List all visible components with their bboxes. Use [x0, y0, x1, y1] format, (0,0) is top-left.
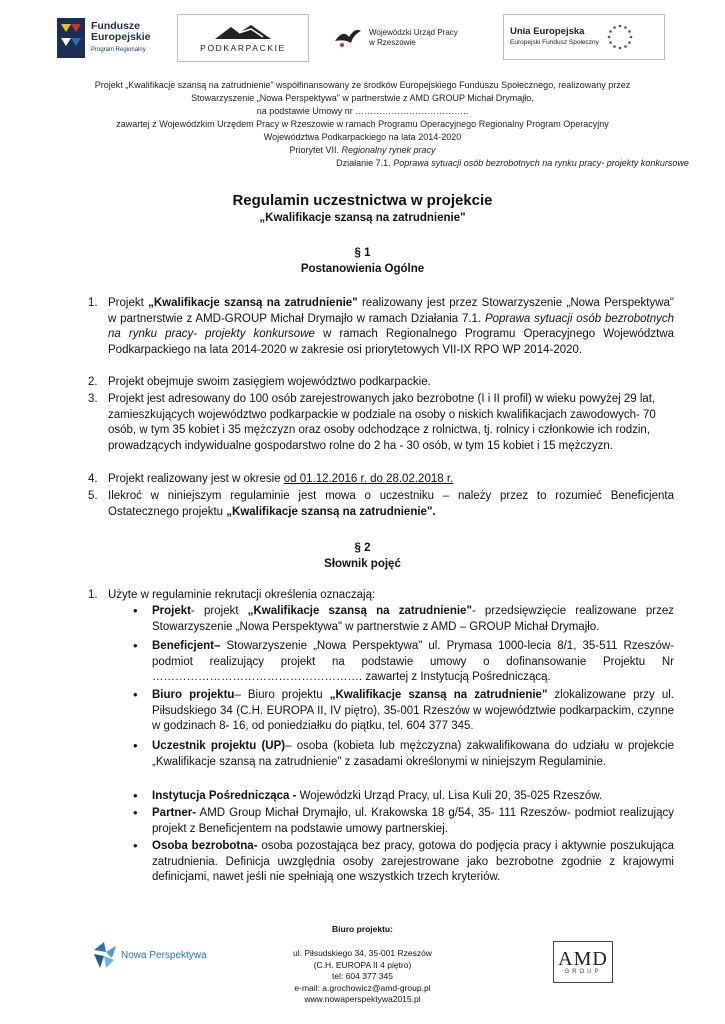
amd-group-text: GROUP — [564, 969, 602, 975]
wup-line2: w Rzeszowie — [369, 38, 416, 47]
nowa-perspektywa-icon — [92, 940, 118, 970]
footer-line-4: e-mail: a.grochowicz@amd-group.pl — [294, 982, 431, 993]
wup-bird-icon — [333, 23, 363, 53]
item-number: 1. — [88, 589, 98, 601]
header-logos — [0, 14, 725, 62]
fe-flag-icon — [57, 18, 85, 58]
fe-line2: Europejskie — [91, 30, 151, 43]
definition-item: Uczestnik projektu (UP)– osoba (kobieta lub mężczyzna) zakwalifikowana do udziału w projekcie „Kwalifikacje szansą na zatrudnienie" z zasadami określonymi w niniejszym Regulaminie. — [152, 740, 674, 768]
ue-sub: Europejski Fundusz Społeczny — [510, 39, 599, 46]
item-number: 5. — [88, 490, 98, 502]
definition-item: Biuro projektu– Biuro projektu „Kwalifikacje szansą na zatrudnienie" zlokalizowane przy ul. Piłsudskiego 34 (C.H. EUROPA II, IV piętro), 35-001 Rzeszów w województwie podkarpackim, czynne w godzinach 8- 16, od poniedziałku do piątku, tel. 604 377 345. — [152, 689, 674, 732]
header-line-6: Priorytet VII. Regionalny rynek pracy — [289, 145, 436, 155]
nowa-perspektywa-text: Nowa Perspektywa — [121, 949, 207, 961]
document-subtitle: „Kwalifikacje szansą na zatrudnienie" — [259, 212, 466, 224]
item-number: 3. — [88, 393, 98, 405]
fundusze-europejskie-logo — [57, 14, 169, 62]
section-2-title: Słownik pojęć — [324, 558, 401, 570]
definition-item: Partner- AMD Group Michał Drymajło, ul. Krakowska 18 g/54, 35- 111 Rzeszów- podmiot realizujący projekt z Beneficjentem na podstawie umowy partnerskiej. — [152, 807, 674, 835]
eu-stars-icon — [605, 22, 635, 52]
bullet: • — [133, 638, 138, 653]
ue-line1: Unia Europejska — [510, 26, 585, 37]
unia-europejska-logo — [503, 14, 665, 60]
section-1-title: Postanowienia Ogólne — [300, 263, 425, 275]
header-line-1: Projekt „Kwalifikacje szansą na zatrudnienie" współfinansowany ze środków Europejskiego Funduszu Społecznego, realizowany przez — [94, 80, 631, 90]
nowa-perspektywa-logo — [92, 940, 207, 970]
header-line-7: Działanie 7.1. Poprawa sytuacji osób bezrobotnych na rynku pracy- projekty konkursowe — [336, 158, 689, 168]
footer-line-2: (C.H. EUROPA II 4 piętro) — [313, 959, 412, 970]
podkarpackie-logo — [177, 14, 309, 62]
footer-line-3: tel: 604 377 345 — [332, 971, 393, 981]
item-number: 4. — [88, 473, 98, 485]
bullet: • — [133, 738, 138, 753]
wup-line1: Wojewódzki Urząd Pracy — [369, 28, 458, 37]
definition-item: Projekt- projekt „Kwalifikacje szansą na zatrudnienie"- przedsięwzięcie realizowane przez Stowarzyszenie „Nowa Perspektywa" w partnerstwie z AMD – GROUP Michał Drymajło. — [152, 605, 674, 633]
definition-item: Beneficjent– Stowarzyszenie „Nowa Perspektywa" ul. Prymasa 1000-lecia 8/1, 35-511 Rzeszów- podmiot realizujący projekt na podstawie umowy o dofinansowanie Projektu Nr ………………………………………………. zawartej z Instytucją Pośredniczącą. — [152, 640, 674, 683]
bullet: • — [133, 687, 138, 702]
podkarpackie-text: PODKARPACKIE — [200, 43, 286, 53]
list-item: Projekt obejmuje swoim zasięgiem województwo podkarpackie. — [108, 376, 431, 388]
header-line-5: Województwa Podkarpackiego na lata 2014-2020 — [263, 132, 462, 142]
bullet: • — [133, 603, 138, 618]
section-2-number: § 2 — [354, 542, 371, 554]
header-line-4: zawartej z Wojewódzkim Urzędem Pracy w Rzeszowie w ramach Programu Operacyjnego Regionalny Program Operacyjny — [116, 119, 609, 129]
bullet: • — [133, 805, 138, 820]
list-item: Projekt jest adresowany do 100 osób zarejestrowanych jako bezrobotne (I i II profil) w wieku powyżej 29 lat, zamieszkujących województwo podkarpackie w podziale na osoby o niskich kwalifikacjach zawodowych- 70 osób, w tym 35 kobiet i 35 mężczyzn oraz osoby odchodzące z rolnictwa, tj. rolnicy i członkowie ich rodzin, prowadzących indywidualne gospodarstwo rolne do 2 ha - 30 osób, w tym 15 kobiet i 15 mężczyzn. — [108, 393, 656, 452]
section-1-number: § 1 — [354, 247, 371, 259]
definition-item: Osoba bezrobotna- osoba pozostająca bez pracy, gotowa do podjęcia pracy i aktywnie poszukująca zatrudnienia. Definicja uwzględnia osoby zarejestrowane jako bezrobotne zgodnie z krajowymi definicjami, nawet jeśli nie spełniają one wszystkich trzech kryteriów. — [152, 840, 675, 883]
item-number: 2. — [88, 376, 98, 388]
footer-line-5: www.nowaperspektywa2015.pl — [304, 994, 421, 1004]
bullet: • — [133, 788, 138, 803]
list-item: Użyte w regulaminie rekrutacji określenia oznaczają: — [108, 589, 376, 601]
list-item: Projekt realizowany jest w okresie od 01.12.2016 r. do 28.02.2018 r. — [108, 473, 454, 485]
amd-text: AMD — [558, 948, 608, 970]
footer-line-1: ul. Piłsudskiego 34, 35-001 Rzeszów — [293, 948, 432, 958]
document-title: Regulamin uczestnictwa w projekcie — [232, 192, 493, 209]
amd-group-logo — [553, 941, 613, 983]
item-number: 1. — [88, 297, 98, 309]
definition-item: Instytucja Pośrednicząca - Wojewódzki Urząd Pracy, ul. Lisa Kuli 20, 35-025 Rzeszów. — [152, 790, 603, 802]
fe-line1: Fundusze — [91, 19, 140, 32]
list-item: Ilekroć w niniejszym regulaminie jest mowa o uczestniku – należy przez to rozumieć Beneficjenta Ostatecznego projektu „Kwalifikacje szansą na zatrudnienie". — [108, 490, 674, 518]
fe-sub: Program Regionalny — [91, 46, 146, 53]
wup-logo — [333, 14, 483, 62]
header-line-3: na podstawie Umowy nr ……………………………….. — [256, 106, 469, 116]
project-header — [0, 79, 725, 170]
footer-label: Biuro projektu: — [332, 924, 393, 934]
header-line-2: Stowarzyszenie „Nowa Perspektywa" w partnerstwie z AMD GROUP Michał Drymajło, — [191, 93, 534, 103]
bullet: • — [133, 838, 138, 853]
podkarpackie-mountains-icon — [213, 23, 273, 41]
list-item: Projekt „Kwalifikacje szansą na zatrudnienie" realizowany jest przez Stowarzyszenie „Nowa Perspektywa" w partnerstwie z AMD-GROUP Michał Drymajło w ramach Działania 7.1. Poprawa sytuacji osób bezrobotnych na rynku pracy- projekty konkursowe w ramach Regionalnego Programu Operacyjnego Województwa Podkarpackiego na lata 2014-2020 w zakresie osi priorytetowych VII-IX RPO WP 2014-2020. — [108, 297, 674, 356]
